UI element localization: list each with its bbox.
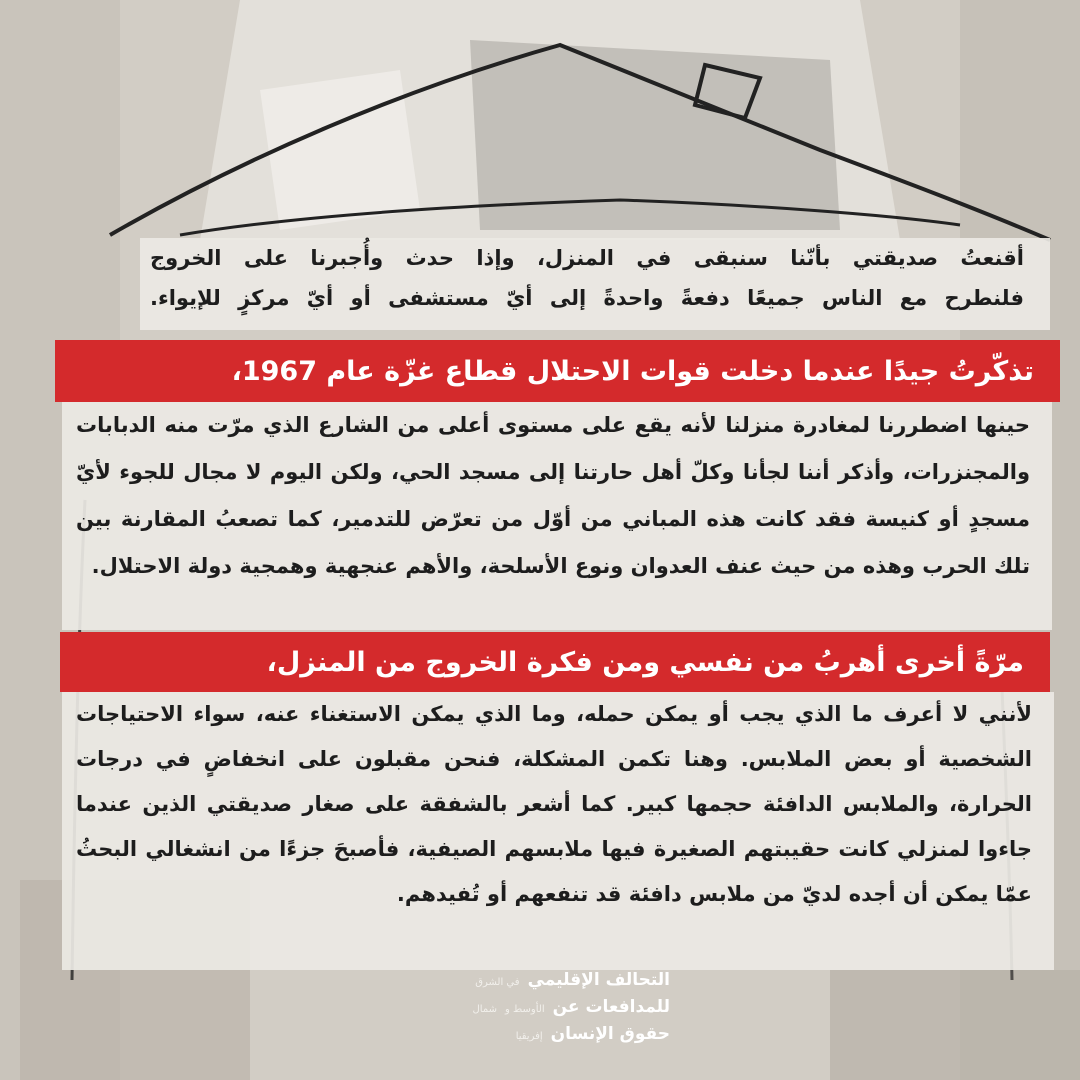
- logo-line2-small: الأوسط و: [505, 1003, 545, 1015]
- logo-row-1: [400, 968, 670, 995]
- section2-body-block: [62, 692, 1054, 970]
- section2-heading-bar: [60, 632, 1050, 692]
- intro-line-2: فلنطرح مع الناس جميعًا دفعةً واحدةً إلى أيّ مستشفى أو أيّ مركزٍ للإيواء.: [150, 286, 1024, 310]
- logo-row-3: [400, 1022, 670, 1049]
- section1-heading-bar: [55, 340, 1060, 402]
- logo-line3-small: إفريقيا: [515, 1030, 543, 1042]
- organization-logo: [400, 968, 670, 1048]
- section2-heading: مرّةً أخرى أهربُ من نفسي ومن فكرة الخروج من المنزل،: [266, 646, 1024, 678]
- section1-body: حينها اضطررنا لمغادرة منزلنا لأنه يقع على مستوى أعلى من الشارع الذي مرّت منه الدبابات والمجنزرات، وأذكر أننا لجأنا وكلّ أهل حارتنا إلى مسجد الحي، ولكن اليوم لا مجال للجوء لأيّ مسجدٍ أو كنيسة فقد كانت هذه المباني من أوّل من تعرّض للتدمير، كما تصعبُ المقارنة بين تلك الحرب وهذه من حيث عنف العدوان ونوع الأسلحة، والأهم عنجهية وهمجية دولة الاحتلال.: [76, 413, 1030, 578]
- logo-line1-small: في الشرق: [475, 976, 520, 988]
- logo-line1-main: التحالف الإقليمي: [527, 969, 670, 990]
- section1-heading: تذكّرتُ جيدًا عندما دخلت قوات الاحتلال قطاع غزّة عام 1967،: [231, 355, 1034, 387]
- logo-line3-main: حقوق الإنسان: [550, 1023, 670, 1044]
- logo-line2b-small: شمال: [472, 1003, 498, 1015]
- intro-line-1: أقنعتُ صديقتي بأنّنا سنبقى في المنزل، وإذا حدث وأُجبرنا على الخروج: [150, 246, 1024, 270]
- section1-body-block: [62, 402, 1052, 630]
- intro-paragraph: [140, 238, 1050, 330]
- section2-body: لأنني لا أعرف ما الذي يجب أو يمكن حمله، وما الذي يمكن الاستغناء عنه، سواء الاحتياجات الشخصية أو بعض الملابس. وهنا تكمن المشكلة، فنحن مقبلون على انخفاضٍ في درجات الحرارة، والملابس الدافئة حجمها كبير. كما أشعر بالشفقة على صغار صديقتي الذين عندما جاءوا لمنزلي كانت حقيبتهم الصغيرة فيها ملابسهم الصيفية، فأصبحَ جزءًا من انشغالي البحثُ عمّا يمكن أن أجده لديّ من ملابس دافئة قد تنفعهم أو تُفيدهم.: [76, 702, 1032, 906]
- logo-line2-main: للمدافعات عن: [552, 996, 670, 1017]
- logo-row-2: [400, 995, 670, 1022]
